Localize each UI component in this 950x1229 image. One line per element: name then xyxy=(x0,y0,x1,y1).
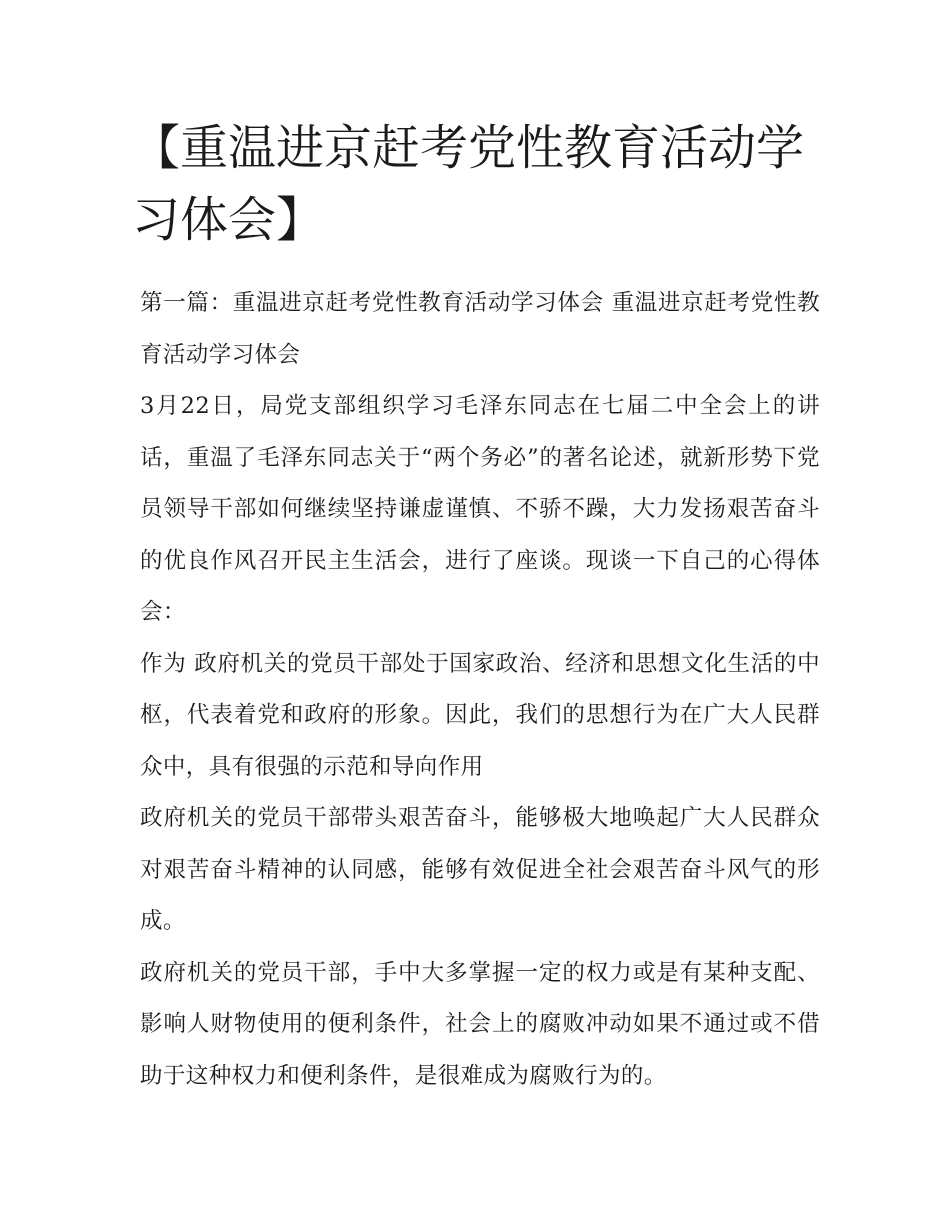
paragraph-4: 政府机关的党员干部带头艰苦奋斗，能够极大地唤起广大人民群众对艰苦奋斗精神的认同感，能够有效促进全社会艰苦奋斗风气的形成。 xyxy=(140,805,820,934)
paragraph-1: 第一篇：重温进京赶考党性教育活动学习体会 重温进京赶考党性教育活动学习体会 xyxy=(140,290,820,368)
document-page xyxy=(132,112,820,1102)
paragraph-2: 3月22日，局党支部组织学习毛泽东同志在七届二中全会上的讲话，重温了毛泽东同志关于“两个务必”的著名论述，就新形势下党员领导干部如何继续坚持谦虚谨慎、不骄不躁，大力发扬艰苦奋斗的优良作风召开民主生活会，进行了座谈。现谈一下自己的心得体会： xyxy=(140,393,820,625)
paragraph-3: 作为 政府机关的党员干部处于国家政治、经济和思想文化生活的中枢，代表着党和政府的形象。因此，我们的思想行为在广大人民群众中，具有很强的示范和导向作用 xyxy=(140,650,820,780)
paragraph-5: 政府机关的党员干部，手中大多掌握一定的权力或是有某种支配、影响人财物使用的便利条件，社会上的腐败冲动如果不通过或不借助于这种权力和便利条件，是很难成为腐败行为的。 xyxy=(140,959,820,1089)
document-body xyxy=(140,278,820,1102)
document-title: 【重温进京赶考党性教育活动学习体会】 xyxy=(132,120,805,248)
